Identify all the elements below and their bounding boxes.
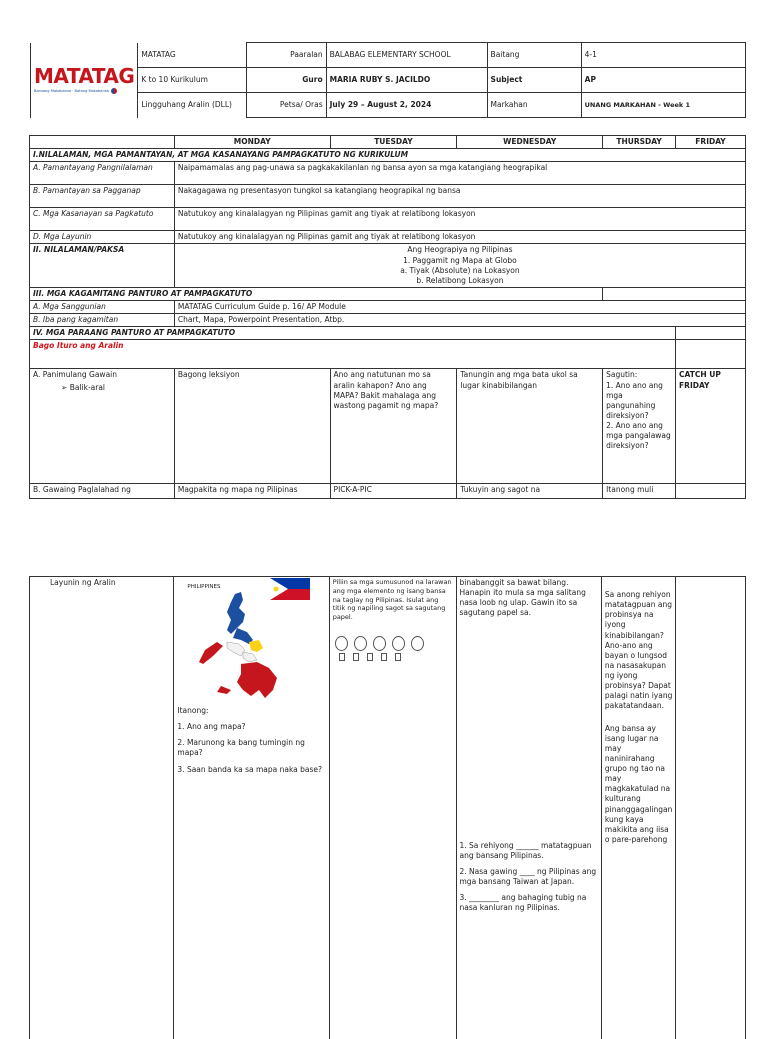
header-table <box>30 42 746 118</box>
map-caption: PHILIPPINES <box>187 584 220 591</box>
topic-line: a. Tiyak (Absolute) na Lokasyon <box>178 266 742 276</box>
day-header-tuesday: TUESDAY <box>330 136 457 149</box>
before-lesson-cell <box>30 340 676 369</box>
element-icons-row <box>335 636 453 651</box>
thu-paragraph-2: Ang bansa ay isang lugar na may naninirahang grupo ng tao na may magkakatulad na kulturang pinanggagalingan kung kaya makikita ang iisa o pare-parehong <box>605 724 672 846</box>
row-d1-value: Natutukoy ang kinalalagyan ng Pilipinas gamit ang tiyak at relatibong lokasyon <box>174 231 745 244</box>
matatag-logo: MATATAG <box>34 66 134 86</box>
row-b3-value: Chart, Mapa, Powerpoint Presentation, Atbp. <box>174 314 745 327</box>
date-label: Petsa/ Oras <box>246 93 326 118</box>
row-a3-label: A. Mga Sanggunian <box>30 301 175 314</box>
row-d1-label: D. Mga Layunin <box>30 231 175 244</box>
element-picture-icon <box>335 636 348 651</box>
row-b4-mon: Magpakita ng mapa ng Pilipinas <box>174 484 330 499</box>
day-header-thursday: THURSDAY <box>603 136 676 149</box>
row-b4-tue: PICK-A-PIC <box>330 484 457 499</box>
date-value: July 29 – August 2, 2024 <box>326 93 487 118</box>
section-1-title: I.NILALAMAN, MGA PAMANTAYAN, AT MGA KASANAYANG PAMPAGKATUTO NG KURIKULUM <box>30 149 746 162</box>
topic-line: Ang Heograpiya ng Pilipinas <box>178 245 742 255</box>
row-a4-sub: Balik-aral <box>70 383 105 392</box>
quarter-value: UNANG MARKAHAN - Week 1 <box>581 93 745 118</box>
row-a1-label: A. Pamantayang Pangnilalaman <box>30 162 175 185</box>
thu-paragraph-1: Sa anong rehiyon matatagpuan ang probinsya na iyong kinabibilangan? Ano-ano ang bayan o lungsod na nasasakupan ng iyong probinsya? Dapat palagi natin iyang pakatatandaan. <box>605 590 672 712</box>
subject-value: AP <box>581 68 745 93</box>
row-b1-label: B. Pamantayan sa Pagganap <box>30 185 175 208</box>
section-4-title: IV. MGA PARAANG PANTURO AT PAMPAGKATUTO <box>30 327 676 340</box>
row-a4-mon: Bagong leksiyon <box>174 369 330 484</box>
row-b4-wed: Tukuyin ang sagot na <box>457 484 603 499</box>
section-2-title: II. NILALAMAN/PAKSA <box>30 244 175 288</box>
mon-question-2: 2. Marunong ka bang tumingin ng mapa? <box>177 738 325 758</box>
row-c1-label: C. Mga Kasanayan sa Pagkatuto <box>30 208 175 231</box>
wed-instruction: binabanggit sa bawat bilang. Hanapin ito mula sa mga salitang nasa loob ng ulap. Gawin ito sa sagutang papel sa. <box>460 578 598 619</box>
mon-question-3: 3. Saan banda ka sa mapa naka base? <box>177 765 325 775</box>
row-a4-wed: Tanungin ang mga bata ukol sa lugar kinabibilangan <box>457 369 603 484</box>
quarter-label: Markahan <box>487 93 581 118</box>
element-picture-icon <box>411 636 424 651</box>
teacher-value: MARIA RUBY S. JACILDO <box>326 68 487 93</box>
cont-thu-cell <box>601 577 675 1039</box>
tue-instruction: Piliin sa mga sumusunod na larawan ang mga elemento ng isang bansa na taglay ng Pilipinas. Isulat ang titik ng napiling sagot sa sagutang papel. <box>333 578 453 622</box>
philippines-map-icon <box>197 590 297 708</box>
cont-label: Layunin ng Aralin <box>30 577 174 1039</box>
cont-mon-cell <box>174 577 329 1039</box>
school-value: BALABAG ELEMENTARY SCHOOL <box>326 43 487 68</box>
row-b3-label: B. Iba pang kagamitan <box>30 314 175 327</box>
logo-cell <box>31 43 138 118</box>
grade-value: 4-1 <box>581 43 745 68</box>
element-picture-icon <box>354 636 367 651</box>
arrow-bullet-icon: ➢ <box>61 383 67 393</box>
wed-question-2: 2. Nasa gawing ____ ng Pilipinas ang mga bansang Taiwan at Japan. <box>460 867 598 887</box>
cont-wed-cell <box>456 577 601 1039</box>
row-a3-value: MATATAG Curriculum Guide p. 16/ AP Module <box>174 301 745 314</box>
before-lesson-label: Bago Ituro ang Aralin <box>33 341 124 350</box>
row-a4-thu: Sagutin: 1. Ano ano ang mga pangunahing direksiyon? 2. Ano ano ang mga pangalawag direksiyon? <box>603 369 676 484</box>
topic-cell <box>174 244 745 288</box>
row-b4-thu: Itanong muli <box>603 484 676 499</box>
row-a4-label: A. Panimulang Gawain <box>33 370 171 380</box>
mon-question-1: 1. Ano ang mapa? <box>177 722 325 732</box>
answer-box <box>395 653 401 661</box>
element-picture-icon <box>392 636 405 651</box>
section-3-title: III. MGA KAGAMITANG PANTURO AT PAMPAGKATUTO <box>30 287 603 300</box>
school-label: Paaralan <box>246 43 326 68</box>
answer-box <box>381 653 387 661</box>
grade-label: Baitang <box>487 43 581 68</box>
answer-box <box>339 653 345 661</box>
row-a4-label-cell <box>30 369 175 484</box>
day-header-monday: MONDAY <box>174 136 330 149</box>
mon-question-title: Itanong: <box>177 706 325 716</box>
day-header-wednesday: WEDNESDAY <box>457 136 603 149</box>
curriculum-cell: K to 10 Kurikulum <box>138 68 247 93</box>
wed-question-1: 1. Sa rehiyong ______ matatagpuan ang bansang Pilipinas. <box>460 841 598 861</box>
row-a1-value: Naipamamalas ang pag-unawa sa pagkakakilanlan ng bansa ayon sa mga katangiang heograpikal <box>174 162 745 185</box>
program-cell: MATATAG <box>138 43 247 68</box>
day-header-friday: FRIDAY <box>676 136 746 149</box>
answer-box <box>353 653 359 661</box>
dll-main-table <box>29 135 746 499</box>
cont-fri-cell <box>676 577 746 1039</box>
topic-line: b. Relatibong Lokasyon <box>178 276 742 286</box>
element-picture-icon <box>373 636 386 651</box>
row-b4-label: B. Gawaing Paglalahad ng <box>30 484 175 499</box>
answer-box <box>367 653 373 661</box>
topic-line: 1. Paggamit ng Mapa at Globo <box>178 256 742 266</box>
wed-question-3: 3. ________ ang bahaging tubig na nasa kanluran ng Pilipinas. <box>460 893 598 913</box>
teacher-label: Guro <box>246 68 326 93</box>
logo-emblem-icon <box>111 88 117 94</box>
plan-type-cell: Lingguhang Aralin (DLL) <box>138 93 247 118</box>
dll-continued-table <box>29 576 746 1039</box>
row-b1-value: Nakagagawa ng presentasyon tungkol sa katangiang heograpikal ng bansa <box>174 185 745 208</box>
row-c1-value: Natutukoy ang kinalalagyan ng Pilipinas gamit ang tiyak at relatibong lokasyon <box>174 208 745 231</box>
cont-tue-cell <box>329 577 456 1039</box>
subject-label: Subject <box>487 68 581 93</box>
answer-boxes-row <box>339 653 453 661</box>
row-a4-fri: CATCH UP FRIDAY <box>676 369 746 484</box>
row-a4-tue: Ano ang natutunan mo sa aralin kahapon? Ano ang MAPA? Bakit mahalaga ang wastong pagamit ng mapa? <box>330 369 457 484</box>
logo-tagline-mark: Bansang Makabansa · Batang Makabansa <box>34 88 134 94</box>
